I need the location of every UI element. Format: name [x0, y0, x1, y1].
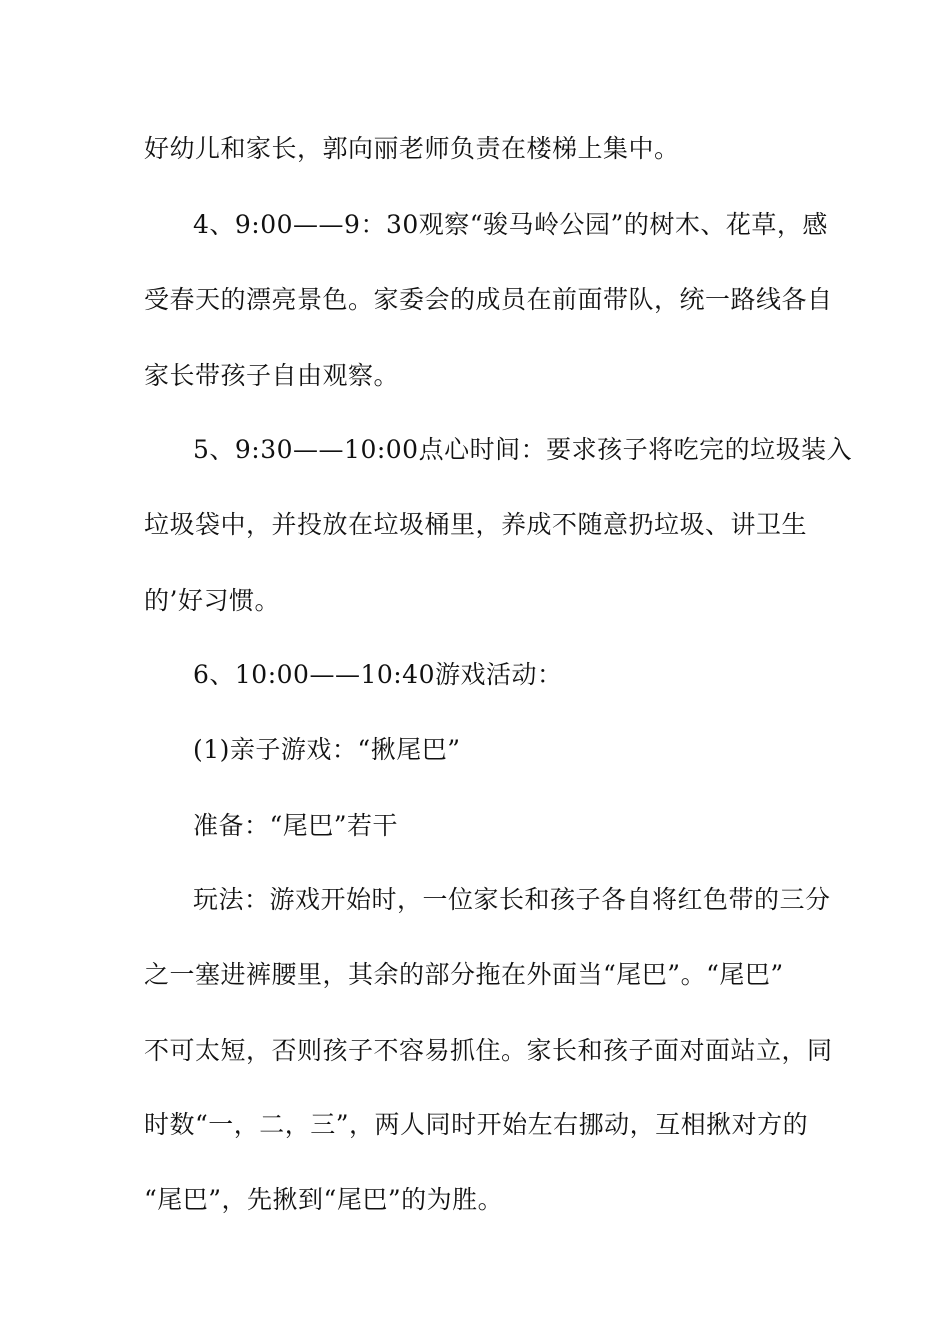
text-line: 4、9:00——9：30观察“骏马岭公园”的树木、花草，感: [193, 210, 828, 239]
text-line: 不可太短，否则孩子不容易抓住。家长和孩子面对面站立，同: [144, 1036, 833, 1065]
text-line: 的’好习惯。: [144, 586, 280, 615]
text-line: 受春天的漂亮景色。家委会的成员在前面带队，统一路线各自: [144, 285, 833, 314]
text-line: (1)亲子游戏：“揪尾巴”: [193, 735, 461, 764]
text-line: 家长带孩子自由观察。: [144, 361, 400, 390]
text-line: 之一塞进裤腰里，其余的部分拖在外面当“尾巴”。“尾巴”: [144, 960, 784, 989]
text-line: 6、10:00——10:40游戏活动：: [193, 660, 563, 689]
text-line: 准备：“尾巴”若干: [193, 811, 399, 840]
text-line: 好幼儿和家长，郭向丽老师负责在楼梯上集中。: [144, 134, 680, 163]
text-line: 时数“一，二，三”，两人同时开始左右挪动，互相揪对方的: [144, 1110, 809, 1139]
text-line: “尾巴”，先揪到“尾巴”的为胜。: [144, 1185, 504, 1214]
text-line: 玩法：游戏开始时，一位家长和孩子各自将红色带的三分: [193, 885, 831, 914]
text-line: 5、9:30——10:00点心时间：要求孩子将吃完的垃圾装入: [193, 435, 853, 464]
text-line: 垃圾袋中，并投放在垃圾桶里，养成不随意扔垃圾、讲卫生: [144, 510, 808, 539]
